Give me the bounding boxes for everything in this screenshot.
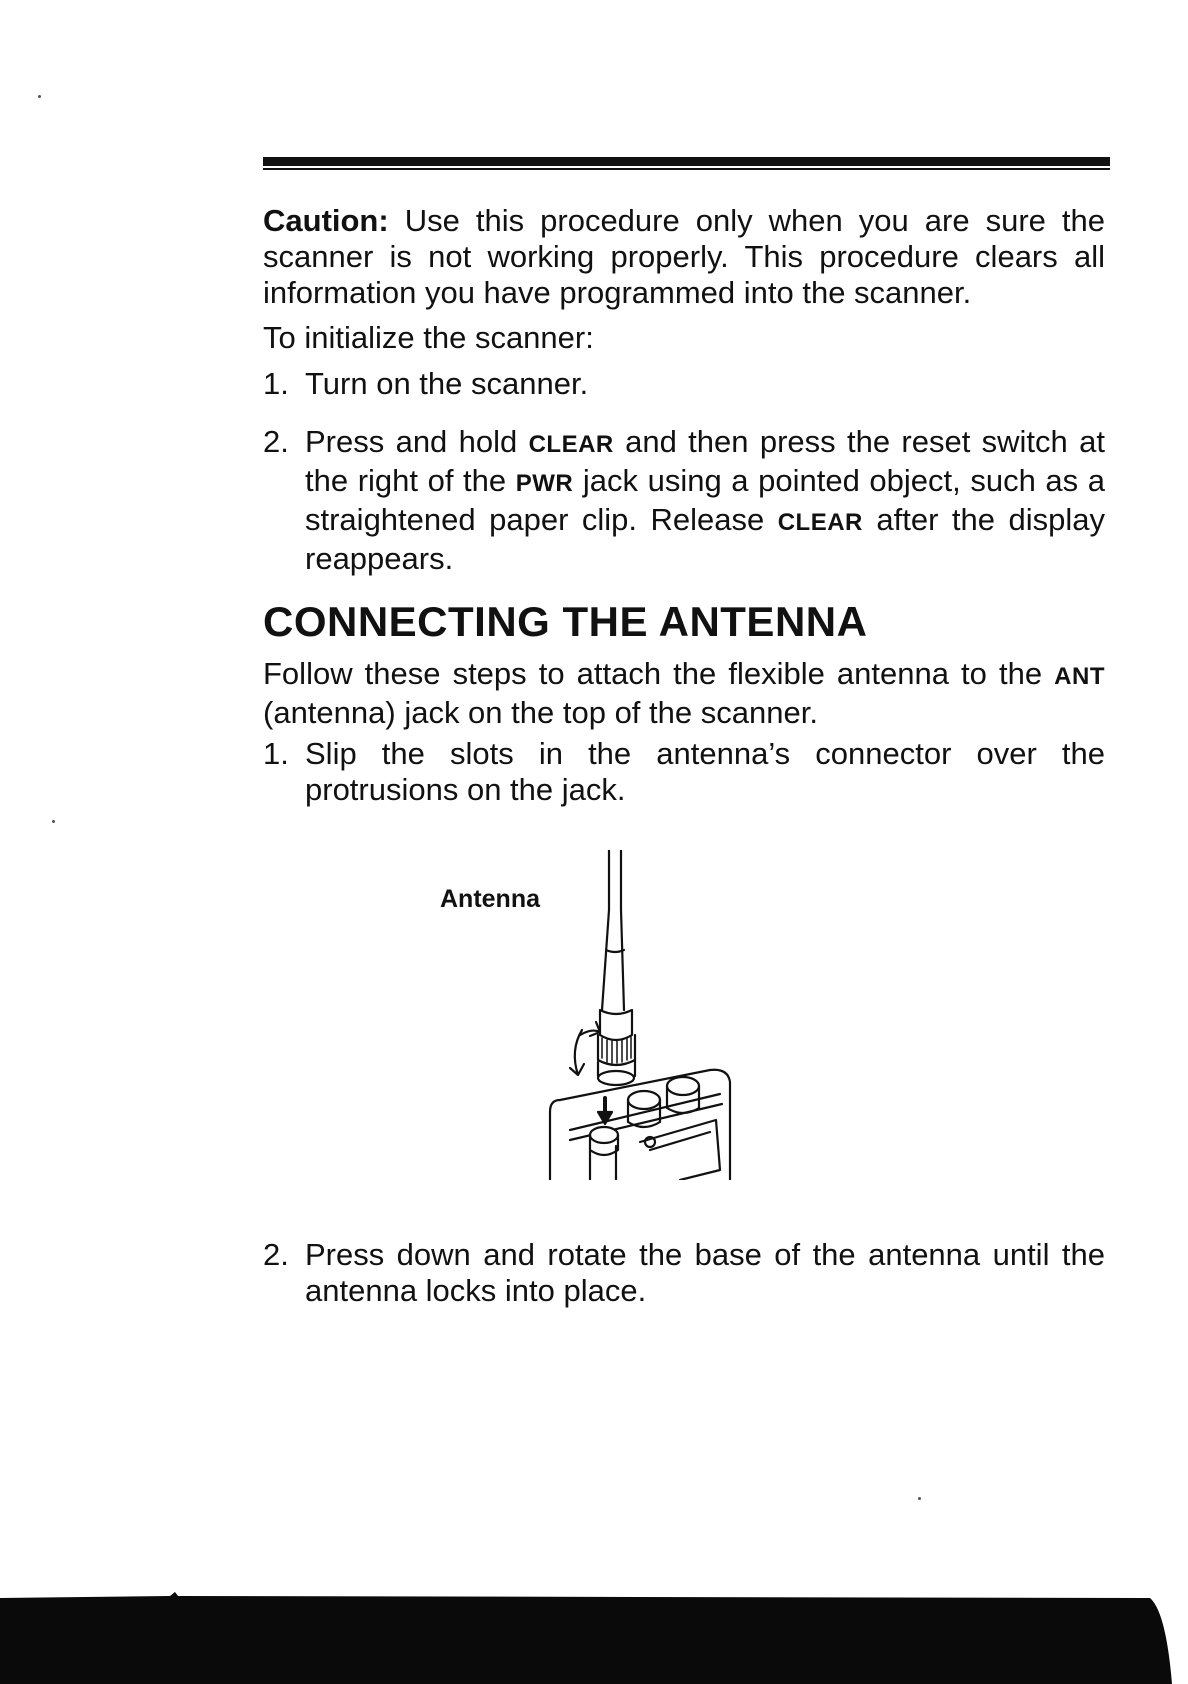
list-item — [263, 736, 1105, 808]
scanner-body — [560, 1070, 730, 1180]
step-text: Slip the slots in the antenna’s connector over the protrusions on the jack. — [305, 736, 1105, 807]
step-number: 1. — [263, 366, 289, 401]
scan-speck — [918, 1497, 921, 1500]
intro-text-part: Follow these steps to attach the flexible antenna to the — [263, 656, 1043, 691]
step-text-part: Press and hold — [305, 424, 518, 459]
figure-label: Antenna — [440, 885, 540, 913]
list-item — [263, 424, 1105, 577]
step-number: 2. — [263, 424, 289, 459]
init-intro: To initialize the scanner: — [263, 320, 594, 355]
knob — [628, 1091, 660, 1109]
key-label-pwr: PWR — [515, 470, 574, 497]
intro-text-part: (antenna) jack on the top of the scanner. — [263, 695, 818, 730]
step-number: 2. — [263, 1237, 289, 1272]
section-intro — [263, 656, 1105, 731]
knob — [667, 1077, 699, 1095]
antenna-connector — [600, 1010, 632, 1040]
bottom-bar — [0, 1592, 1188, 1684]
step-text — [305, 424, 1105, 577]
top-rule-thin — [263, 168, 1110, 170]
top-rule — [263, 157, 1110, 166]
step-text: Press down and rotate the base of the antenna until the antenna locks into place. — [305, 1237, 1105, 1308]
antenna-illustration — [540, 850, 800, 1180]
step-text-part: after the display reappears. — [305, 502, 1105, 576]
section-heading: CONNECTING THE ANTENNA — [263, 598, 868, 645]
step-text: Turn on the scanner. — [305, 366, 589, 401]
antenna-jack — [590, 1127, 618, 1143]
caution-text: Use this procedure only when you are sure the scanner is not working properly. This procedure clears all information you have programmed into the scanner. — [263, 203, 1105, 310]
antenna-whip — [609, 850, 621, 910]
rotate-arrow-icon — [570, 1030, 584, 1075]
step-text-part: jack using a pointed object, such as a straightened paper clip. Release — [305, 463, 1106, 537]
step-number: 1. — [263, 736, 289, 771]
caution-label: Caution: — [263, 203, 389, 238]
key-label-clear: CLEAR — [528, 431, 614, 458]
scan-speck — [38, 95, 41, 98]
key-label-clear: CLEAR — [777, 509, 863, 536]
caution-paragraph — [263, 203, 1105, 311]
list-item — [263, 366, 1105, 402]
scan-speck — [52, 820, 55, 823]
step-text-part: and then press the reset switch at the right of the — [305, 424, 1105, 498]
list-item — [263, 1237, 1105, 1309]
key-label-ant: ANT — [1054, 663, 1105, 690]
